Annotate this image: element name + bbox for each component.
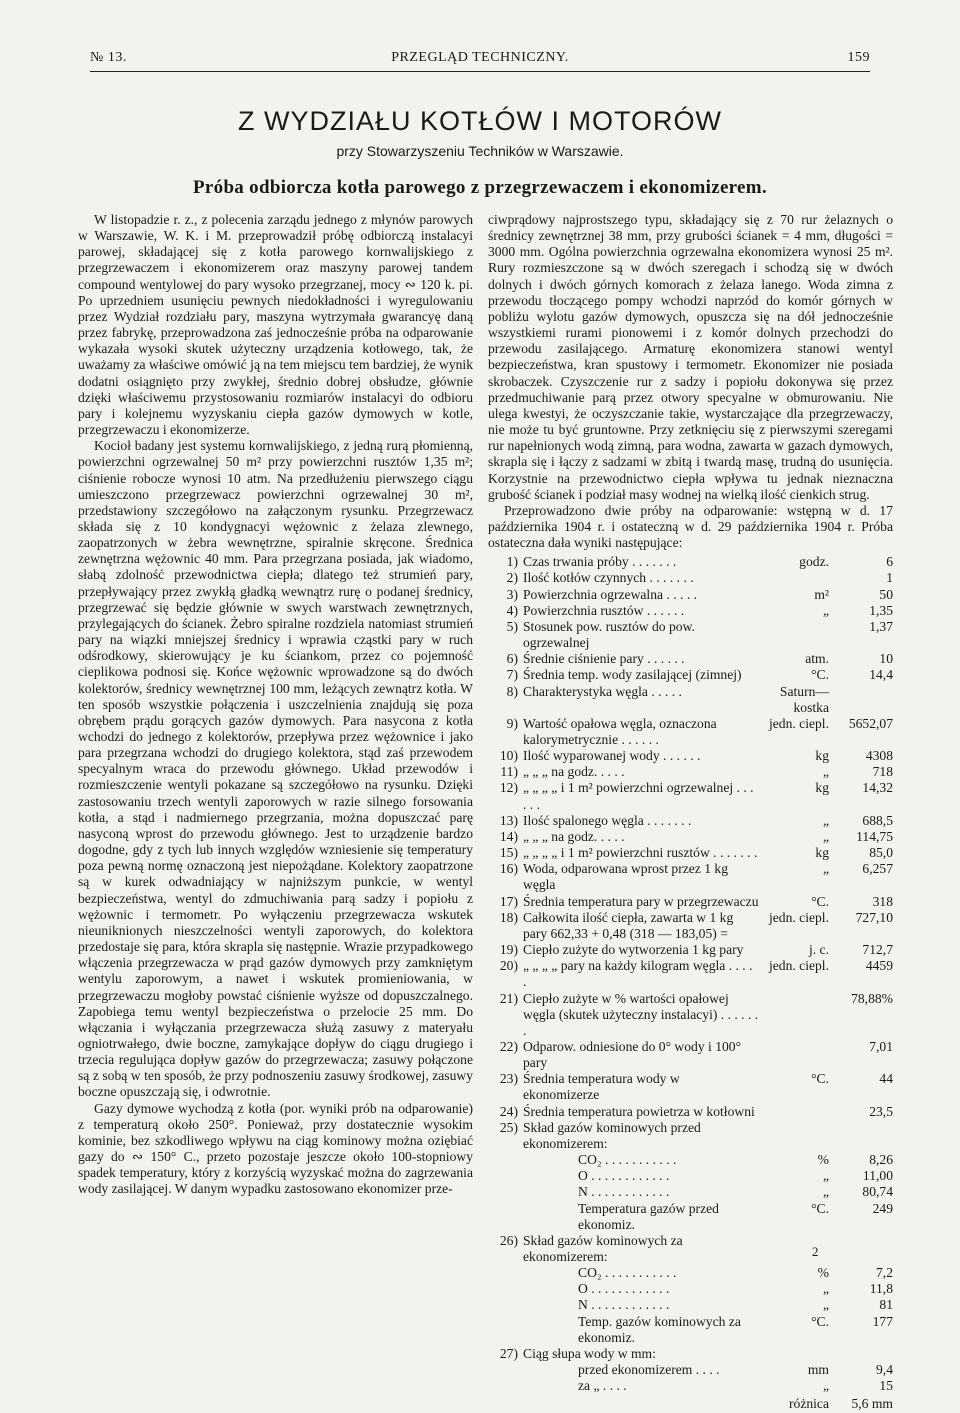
result-item <box>488 813 893 829</box>
result-label: „ „ „ na godz. . . . . <box>523 828 625 844</box>
result-unit: j. c. <box>808 942 829 958</box>
result-item <box>488 1071 893 1103</box>
result-item <box>488 1362 893 1378</box>
result-item <box>488 1314 893 1346</box>
result-unit: °C. <box>811 1313 829 1329</box>
result-value: 4308 <box>865 748 893 764</box>
result-item <box>488 667 893 683</box>
result-value: 688,5 <box>862 812 893 828</box>
result-item <box>488 764 893 780</box>
result-label: Średnie ciśnienie pary . . . . . . <box>523 651 685 667</box>
result-unit: „ <box>822 602 829 618</box>
result-label: „ „ „ „ pary na każdy kilogram węgla . . . . . <box>523 958 753 990</box>
result-value: 7,01 <box>869 1038 893 1054</box>
result-unit: Saturn—kostka <box>779 683 829 715</box>
result-item <box>488 1168 893 1184</box>
result-value: 44 <box>879 1071 893 1087</box>
result-unit: mm <box>807 1362 829 1378</box>
right-column <box>488 212 893 1413</box>
result-number: 21) <box>499 990 518 1006</box>
result-value: 1,37 <box>869 618 893 634</box>
result-label: Skład gazów kominowych za ekonomizerem: <box>523 1232 683 1264</box>
result-unit: jedn. ciepl. <box>768 958 829 974</box>
result-number: 7) <box>506 667 518 683</box>
result-number: 23) <box>499 1071 518 1087</box>
result-label: Ciepło zużyte w % wartości opałowej węgla (skutek użyteczny instalacyi) . . . . . . . <box>523 990 759 1038</box>
result-label: N . . . . . . . . . . . . <box>578 1297 670 1313</box>
result-item <box>488 1201 893 1233</box>
result-label: Średnia temperatura pary w przegrzewaczu <box>523 893 759 909</box>
result-number: 19) <box>499 942 518 958</box>
result-value: 249 <box>872 1200 893 1216</box>
result-item <box>488 1281 893 1297</box>
result-unit: „ <box>822 1281 829 1297</box>
result-value: 718 <box>872 764 893 780</box>
result-value: 1,35 <box>869 602 893 618</box>
result-number: 20) <box>499 958 518 974</box>
result-item <box>488 1120 893 1152</box>
result-label: Ilość kotłów czynnych . . . . . . . <box>523 570 694 586</box>
result-item <box>488 619 893 651</box>
paragraph: Gazy dymowe wychodzą z kotła (por. wyniki prób na odparowanie) z temperaturą około 250°. Ponieważ, przy dostatecznie wysokim kominie, bez szkodliwego wpływu na ciąg kominowy można oziębiać gazy do ∾ 150° C., przeto pozostaje jeszcze około 100-stopniowy spadek temperatury, który z korzyścią wyzyskać można do zagrzewania wody zasilającej. W danym wypadku zastosowano ekonomizer prze- <box>78 1100 473 1197</box>
result-unit: kg <box>815 748 829 764</box>
result-value: 114,75 <box>856 828 893 844</box>
results-list <box>488 554 893 1394</box>
left-column <box>78 212 473 1198</box>
result-value: 15 <box>879 1378 893 1394</box>
result-value: 4459 <box>865 958 893 974</box>
paragraph: Kocioł badany jest systemu kornwalijskiego, z jedną rurą płomienną, powierzchni ogrzewalnej 50 m² przy powierzchni rusztów 1,35 m²; ciśnienie robocze wynosi 10 atm. Na przedłużeniu pierwszego ciągu umieszczono przegrzewacz powierzchni ogrzewalnej 30 m², przedstawiony szczegółowo na załączonym rysunku. Przegrzewacz składa się z 10 kondygnacyi wężownic z żelaza zlewnego, zaopatrzonych w żebra wewnętrzne, spiralnie skręcone. Średnica zewnętrzna wężownic 40 mm. Para przegrzana posiada, jak wiadomo, słabą zdolność przewodnictwa ciepła; dlatego też strumień pary, przepływający przez zwykłą gładką wewnątrz rurę o podanej średnicy, przegrzewać się będzie głównie w swych warstwach zewnętrznych, przylegających do ścianek. Żebro spiralne rozdziela natomiast strumień pary na wiązki mniejszej średnicy i wprawia cząstki pary w ruch odśrodkowy, skierowujący je ku ściankom, przez co pojemność cieplikowa podnosi się. Końce wężownic wprowadzone są do dwóch kolektorów, średnicy wewnętrznej 100 mm, leżących zewnątrz kotła. W ten sposób wszystkie połączenia i uszczelnienia znajdują się poza obrębem prądu gorących gazów dymowych. Para nasycona z kotła wchodzi do jednego z kolektorów, przepływa przez wężownice i jako para przegrzana wchodzi do drugiego kolektora, stąd zaś przewodem specyalnym wraca do przewodu głównego. Układ przewodów i rozmieszczenie wentyli pokazane są szczegółowo na rysunku. Dzięki zastosowaniu trzech wentyli zaporowych w razie silnego forsowania kotła, a stąd i nadmiernego przegrzania, można dopuszczać parę nasyconą wprost do przewodu głównego. Jest to urządzenie bardzo dogodne, gdy z tych lub innych względów wzniesienie się temperatury poza pewną normę oznaczoną jest niepożądane. Kolektory zaopatrzone są w kurek odwadniający w najniższym punkcie, w wentyl bezpieczeństwa, wentyl do zdmuchiwania parą sadzy i popiołu z wężownic i termometr. Po wyłączeniu przegrzewacza wskutek nieuniknionych nieszczelności wentyli zaporowych, do kolektora przedostaje się para, która skrapla się następnie. Wrazie przypadkowego włączenia przegrzewacza w prąd gazów dymowych przy zamkniętym wentylu zaporowym, a nawet i wskutek promieniowania, w przegrzewaczu mogłoby powstać ciśnienie wyższe od dopuszczalnego. Zapobiega temu wentyl bezpieczeństwa o przelocie 25 mm. Do włączania i wyłączania przegrzewacza służą zasuwy z materyału ogniotrwałego, dwie boczne, zamykające dopływ do ciągu drugiego i trzecia regulująca dopływ gazów do przegrzewacza; zasuwy połączone są z sobą w ten sposób, że przy podnoszeniu zasuwy środkowej, zasuwy boczne opuszczają się, i odwrotnie. <box>78 438 473 1100</box>
result-item <box>488 1039 893 1071</box>
result-item <box>488 942 893 958</box>
result-label: Charakterystyka węgla . . . . . <box>523 683 682 699</box>
result-label: Średnia temp. wody zasilającej (zimnej) <box>523 667 742 683</box>
result-number: 25) <box>499 1119 518 1135</box>
result-unit: °C. <box>811 1071 829 1087</box>
result-value: 1 <box>886 570 893 586</box>
result-number: 12) <box>499 780 518 796</box>
running-head <box>90 50 870 66</box>
result-value: 85,0 <box>869 845 893 861</box>
result-item <box>488 684 893 716</box>
result-item <box>488 1378 893 1394</box>
result-value: 7,2 <box>876 1265 893 1281</box>
result-label: Całkowita ilość ciepła, zawarta w 1 kg pary 662,33 + 0,48 (318 — 183,05) = <box>523 909 734 941</box>
result-label: Czas trwania próby . . . . . . . <box>523 554 677 570</box>
result-unit: „ <box>822 764 829 780</box>
result-number: 27) <box>499 1345 518 1361</box>
result-unit: jedn. ciepl. <box>768 909 829 925</box>
result-item <box>488 1184 893 1200</box>
result-number: 18) <box>499 909 518 925</box>
result-value: 712,7 <box>862 942 893 958</box>
header-rule <box>90 71 870 72</box>
section-subtitle: przy Stowarzyszeniu Techników w Warszawie. <box>336 143 624 159</box>
result-unit: kg <box>815 780 829 796</box>
result-number: 6) <box>506 651 518 667</box>
result-item <box>488 1346 893 1362</box>
result-number: 8) <box>506 683 518 699</box>
result-label: Ciepło zużyte do wytworzenia 1 kg pary <box>523 942 744 958</box>
result-value: 81 <box>879 1297 893 1313</box>
result-item <box>488 554 893 570</box>
result-unit: % <box>817 1152 829 1168</box>
result-label: „ „ „ „ i 1 m² powierzchni ogrzewalnej . . . . . . <box>523 780 754 812</box>
result-value: 11,8 <box>869 1281 893 1297</box>
result-value: 80,74 <box>862 1184 893 1200</box>
result-label: przed ekonomizerem . . . . <box>578 1362 720 1378</box>
result-item <box>488 603 893 619</box>
result-number: 1) <box>506 554 518 570</box>
result-item <box>488 958 893 990</box>
result-item <box>488 894 893 910</box>
result-item <box>488 570 893 586</box>
result-label: N . . . . . . . . . . . . <box>578 1184 670 1200</box>
result-label: Ciąg słupa wody w mm: <box>523 1345 656 1361</box>
result-unit: m² <box>814 586 829 602</box>
result-unit: °C. <box>811 893 829 909</box>
result-number: 14) <box>499 828 518 844</box>
result-value: 14,32 <box>862 780 893 796</box>
result-item <box>488 910 893 942</box>
result-label: Średnia temperatura powietrza w kotłowni <box>523 1103 755 1119</box>
result-number: 4) <box>506 602 518 618</box>
result-unit: % <box>817 1265 829 1281</box>
result-value: 6 <box>886 554 893 570</box>
result-unit: „ <box>822 828 829 844</box>
result-value: 318 <box>872 893 893 909</box>
difference-label: różnica <box>789 1396 829 1412</box>
result-number: 5) <box>506 618 518 634</box>
result-value: 727,10 <box>855 909 893 925</box>
result-item <box>488 1104 893 1120</box>
result-item <box>488 716 893 748</box>
result-unit: „ <box>822 812 829 828</box>
result-unit: °C. <box>811 667 829 683</box>
result-label: Temperatura gazów przed ekonomiz. <box>578 1200 719 1232</box>
paragraph: Przeprowadzono dwie próby na odparowanie: wstępną w d. 17 października 1904 r. i ostateczną w d. 29 października 1904 r. Próba ostateczna dała wyniki następujące: <box>488 502 893 551</box>
result-number: 9) <box>506 715 518 731</box>
result-label: „ „ „ „ i 1 m² powierzchni rusztów . . . . . . . <box>523 845 758 861</box>
result-value: 14,4 <box>869 667 893 683</box>
result-label: CO₂ . . . . . . . . . . . <box>578 1152 677 1168</box>
result-item <box>488 587 893 603</box>
result-number: 10) <box>499 748 518 764</box>
page-number: 159 <box>847 50 870 65</box>
result-item <box>488 1265 893 1281</box>
result-value: 10 <box>879 651 893 667</box>
signature-mark: 2 <box>812 1244 819 1259</box>
result-unit: „ <box>822 1168 829 1184</box>
result-label: Stosunek pow. rusztów do pow. ogrzewalnej <box>523 618 695 651</box>
result-number: 3) <box>506 586 518 602</box>
result-item <box>488 845 893 861</box>
result-value: 8,26 <box>869 1152 893 1168</box>
result-label: „ „ „ na godz. . . . . <box>523 764 625 780</box>
section-title: Z WYDZIAŁU KOTŁÓW I MOTORÓW <box>238 106 722 136</box>
journal-name: PRZEGLĄD TECHNICZNY. <box>391 50 569 65</box>
result-value: 177 <box>872 1313 893 1329</box>
result-value: 5652,07 <box>848 715 893 731</box>
result-unit: atm. <box>805 651 829 667</box>
result-number: 17) <box>499 893 518 909</box>
result-label: Wartość opałowa węgla, oznaczona kalorymetrycznie . . . . . . <box>523 715 717 747</box>
result-value: 23,5 <box>869 1103 893 1119</box>
result-item <box>488 991 893 1039</box>
result-label: Woda, odparowana wprost przez 1 kg węgla <box>523 861 729 893</box>
result-value: 9,4 <box>876 1362 893 1378</box>
result-label: Temp. gazów kominowych za ekonomiz. <box>578 1313 741 1345</box>
result-item <box>488 829 893 845</box>
result-label: O . . . . . . . . . . . . <box>578 1281 670 1297</box>
result-label: O . . . . . . . . . . . . <box>578 1168 670 1184</box>
result-item <box>488 651 893 667</box>
result-item <box>488 1152 893 1168</box>
result-label: Skład gazów kominowych przed ekonomizerem: <box>523 1119 701 1151</box>
result-label: Średnia temperatura wody w ekonomizerze <box>523 1071 680 1103</box>
result-unit: kg <box>815 845 829 861</box>
result-label: CO₂ . . . . . . . . . . . <box>578 1265 677 1281</box>
result-label: Ilość spalonego węgla . . . . . . . <box>523 812 692 828</box>
difference-value: 5,6 mm <box>851 1396 893 1412</box>
result-unit: „ <box>822 1378 829 1394</box>
result-number: 15) <box>499 845 518 861</box>
result-unit: °C. <box>811 1200 829 1216</box>
result-unit: godz. <box>799 554 829 570</box>
result-number: 22) <box>499 1038 518 1054</box>
result-value: 50 <box>879 586 893 602</box>
paragraph: W listopadzie r. z., z polecenia zarządu jednego z młynów parowych w Warszawie, W. K. i M. przeprowadził próbę odbiorczą instalacyi parowej, składającej się z kotła parowego kornwalijskiego z przegrzewaczem i ekonomizerem oraz maszyny parowej tandem compound wentylowej do pary wysoko przegrzanej, mocy ∾ 120 k. pi. Po uprzedniem usunięciu pewnych niedokładności i wyregulowaniu przez Wydział rozdziału pary, maszyna wytrzymała gwarancyę daną przez fabrykę, przeprowadzona zaś jednocześnie próba na odparowanie wykazała wysoki skutek użyteczny urządzenia kotłowego, tak, że uważamy za właściwe omówić ją na tem miejscu tem bardziej, że wynik dodatni osiągnięto przy zwykłej, średnio dobrej obsłudze, głównie dzięki właściwemu przystosowaniu rozmiarów instalacyi do odbioru pary i kolejnemu wyzyskaniu ciepła gazów dymowych w kotle, przegrzewaczu i ekonomizerze. <box>78 212 473 438</box>
result-label: za „ . . . . <box>578 1378 627 1394</box>
result-item <box>488 780 893 812</box>
result-value: 78,88% <box>851 990 893 1006</box>
difference-row <box>488 1396 893 1412</box>
result-unit: jedn. ciepl. <box>768 715 829 731</box>
result-number: 11) <box>500 764 518 780</box>
result-label: Powierzchnia ogrzewalna . . . . . <box>523 586 698 602</box>
article-title: Próba odbiorcza kotła parowego z przegrzewaczem i ekonomizerem. <box>193 177 767 198</box>
result-value: 6,257 <box>862 861 893 877</box>
result-number: 26) <box>499 1232 518 1248</box>
result-item <box>488 748 893 764</box>
result-item <box>488 861 893 893</box>
issue-number: № 13. <box>90 50 127 65</box>
paragraph: ciwprądowy najprostszego typu, składający się z 70 rur żelaznych o średnicy zewnętrznej 38 mm, przy grubości ścianek = 4 mm, długości = 3000 mm. Ogólna powierzchnia ogrzewalna ekonomizera wynosi 25 m². Rury rozmieszczone są w dwóch szeregach i schodzą się w dwóch dolnych i dwóch górnych komorach z żelaza lanego. Woda zimna z przewodu tłoczącego pompy wchodzi naprzód do komór górnych w pobliżu wylotu gazów dymowych, opuszcza się na dół jednocześnie wszystkiemi rurami pionowemi i z komór dolnych przechodzi do przewodu zasilającego. Armaturę ekonomizera stanowi wentyl bezpieczeństwa, kran spustowy i termometr. Ekonomizer nie posiada skrobaczek. Czyszczenie rur z sadzy i popiołu dokonywa się przez przedmuchiwanie parą przez otwory specyalne w obmurowaniu. Nie ulega kwestyi, że oczyszczanie takie, wystarczające dla przegrzewaczy, nie może tu być gruntowne. Przy zetknięciu się z pierwszymi szeregami rur napełnionych wodą zimną, para wodna, zawarta w gazach dymowych, skrapla się i łączy z sadzami w zbitą i twardą masę, trudną do usunięcia. Korzystnie na przewodnictwo ciepła wpływa tu jednak nieznaczna grubość ścianek i podział masy wodnej na wielką ilość cienkich strug. <box>488 212 893 502</box>
result-number: 13) <box>499 812 518 828</box>
result-label: Odparow. odniesione do 0° wody i 100° pary <box>523 1038 742 1071</box>
result-label: Powierzchnia rusztów . . . . . . <box>523 602 685 618</box>
result-unit: „ <box>822 1184 829 1200</box>
result-item <box>488 1233 893 1265</box>
result-number: 24) <box>499 1103 518 1119</box>
result-unit: „ <box>822 1297 829 1313</box>
result-label: Ilość wyparowanej wody . . . . . . <box>523 748 701 764</box>
result-unit: „ <box>822 861 829 877</box>
result-number: 2) <box>506 570 518 586</box>
result-item <box>488 1297 893 1313</box>
result-value: 11,00 <box>862 1168 893 1184</box>
result-number: 16) <box>499 861 518 877</box>
